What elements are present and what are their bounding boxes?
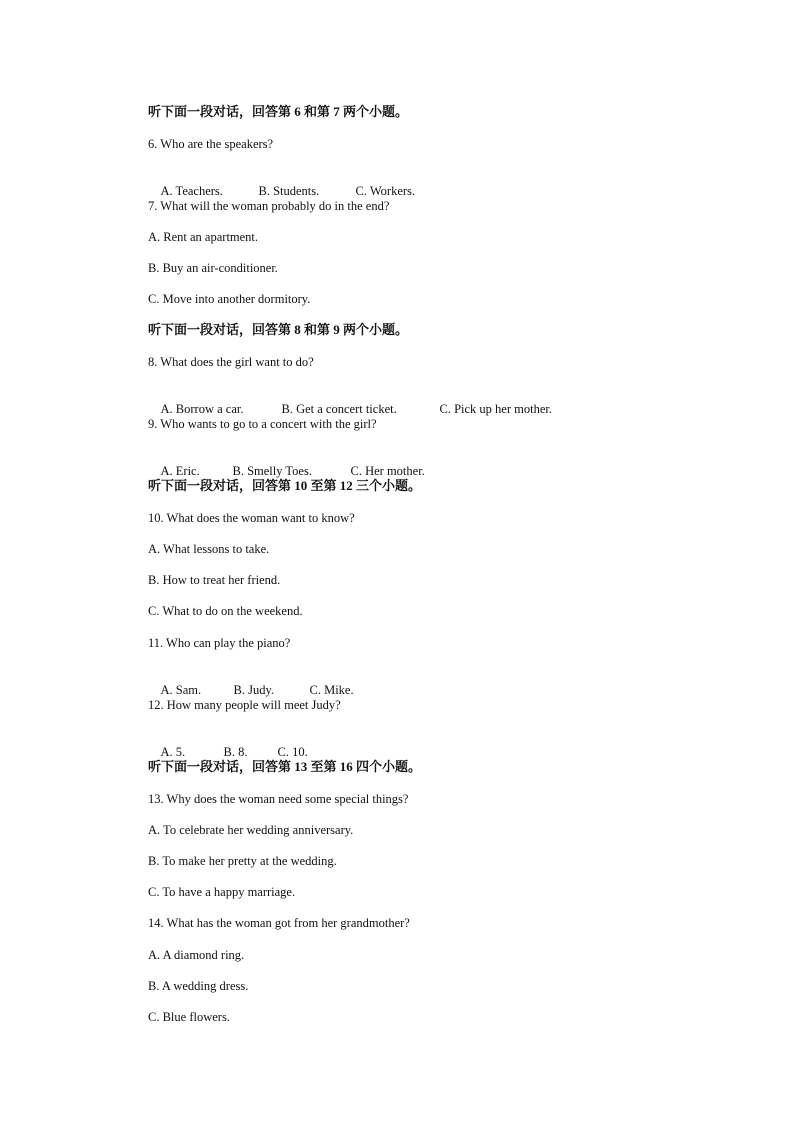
option-b: B. To make her pretty at the wedding. xyxy=(148,854,337,868)
question-text: 12. How many people will meet Judy? xyxy=(148,698,341,712)
option-b: B. Buy an air-conditioner. xyxy=(148,261,278,275)
option-c: C. Move into another dormitory. xyxy=(148,292,311,306)
option-a: A. Teachers. xyxy=(160,184,223,198)
option-b: B. How to treat her friend. xyxy=(148,573,281,587)
question-text: 11. Who can play the piano? xyxy=(148,636,291,650)
option-c: C. Her mother. xyxy=(350,464,425,478)
option-c: C. Mike. xyxy=(309,683,354,697)
section-heading: 听下面一段对话，回答第 8 和第 9 两个小题。 xyxy=(148,322,409,337)
question-text: 10. What does the woman want to know? xyxy=(148,511,355,525)
option-c: C. Workers. xyxy=(355,184,416,198)
question-text: 6. Who are the speakers? xyxy=(148,137,274,151)
option-b: B. A wedding dress. xyxy=(148,979,249,993)
question-text: 14. What has the woman got from her grandmother? xyxy=(148,916,410,930)
option-a: A. 5. xyxy=(160,745,186,759)
option-c: C. To have a happy marriage. xyxy=(148,885,296,899)
question-text: 8. What does the girl want to do? xyxy=(148,355,314,369)
option-c: C. Blue flowers. xyxy=(148,1010,230,1024)
option-b: B. 8. xyxy=(223,745,248,759)
question-text: 13. Why does the woman need some special things? xyxy=(148,792,409,806)
option-a: A. What lessons to take. xyxy=(148,542,270,556)
section-heading: 听下面一段对话，回答第 6 和第 7 两个小题。 xyxy=(148,104,409,119)
option-a: A. Eric. xyxy=(160,464,200,478)
option-b: B. Get a concert ticket. xyxy=(281,402,397,416)
option-a: A. To celebrate her wedding anniversary. xyxy=(148,823,354,837)
option-c: C. Pick up her mother. xyxy=(439,402,552,416)
option-a: A. A diamond ring. xyxy=(148,948,245,962)
section-heading: 听下面一段对话，回答第 13 至第 16 四个小题。 xyxy=(148,759,422,774)
option-a: A. Sam. xyxy=(160,683,202,697)
option-a: A. Rent an apartment. xyxy=(148,230,259,244)
question-text: 9. Who wants to go to a concert with the girl? xyxy=(148,417,377,431)
option-a: A. Borrow a car. xyxy=(160,402,244,416)
option-b: B. Students. xyxy=(258,184,320,198)
option-c: C. 10. xyxy=(277,745,308,759)
question-text: 7. What will the woman probably do in the end? xyxy=(148,199,390,213)
section-heading: 听下面一段对话，回答第 10 至第 12 三个小题。 xyxy=(148,478,422,493)
option-b: B. Smelly Toes. xyxy=(232,464,312,478)
option-b: B. Judy. xyxy=(233,683,275,697)
option-c: C. What to do on the weekend. xyxy=(148,604,303,618)
